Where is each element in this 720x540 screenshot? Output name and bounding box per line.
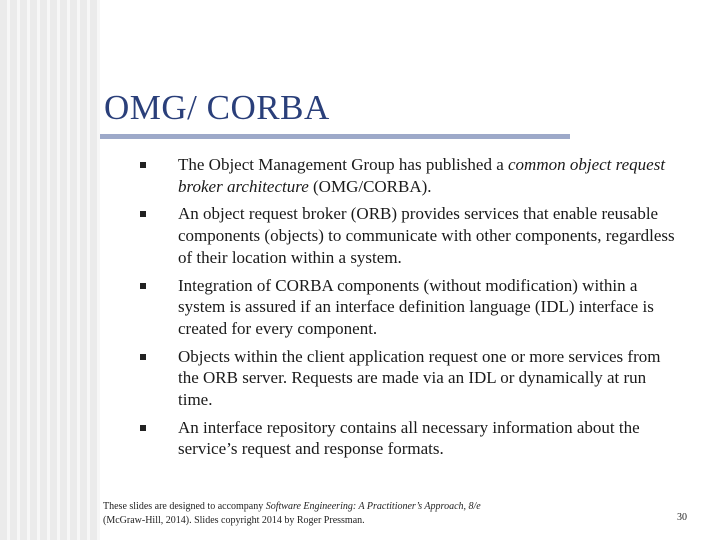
bullet-text: An object request broker (ORB) provides services that enable reusable components (objects) to communicate with other components, regardless of their location within a system.: [178, 204, 675, 267]
bullet-square-icon: [140, 211, 146, 217]
decorative-stripes: [0, 0, 100, 540]
bullet-item: [140, 154, 680, 197]
bullet-item: [140, 203, 680, 268]
bullet-square-icon: [140, 283, 146, 289]
footer-text: These slides are designed to accompany: [103, 501, 266, 512]
slide-footer: [103, 500, 523, 528]
footer-book-title: Software Engineering: A Practitioner’s Approach, 8/e: [265, 501, 481, 512]
bullet-text: An interface repository contains all necessary information about the service’s request and response formats.: [178, 417, 640, 459]
bullet-text: Integration of CORBA components (without modification) within a system is assured if an interface definition language (IDL) interface is created for every component.: [178, 275, 654, 338]
page-number: 30: [677, 512, 687, 523]
bullet-text: The Object Management Group has published a: [178, 155, 508, 174]
bullet-item: [140, 346, 680, 411]
bullet-text: Objects within the client application request one or more services from the ORB server. Requests are made via an IDL or dynamically at run time.: [178, 346, 661, 410]
bullet-list: [140, 154, 680, 466]
slide-title: OMG/ CORBA: [104, 88, 330, 127]
bullet-square-icon: [140, 425, 146, 431]
bullet-item: [140, 275, 680, 340]
bullet-item: [140, 417, 680, 460]
bullet-emphasis: common object request broker architecture: [178, 155, 666, 196]
bullet-square-icon: [140, 354, 146, 360]
bullet-text-tail: (OMG/CORBA).: [308, 176, 432, 196]
title-underline: [100, 134, 570, 139]
footer-text-tail: (McGraw-Hill, 2014). Slides copyright 2014 by Roger Pressman.: [103, 515, 365, 526]
bullet-square-icon: [140, 162, 146, 168]
